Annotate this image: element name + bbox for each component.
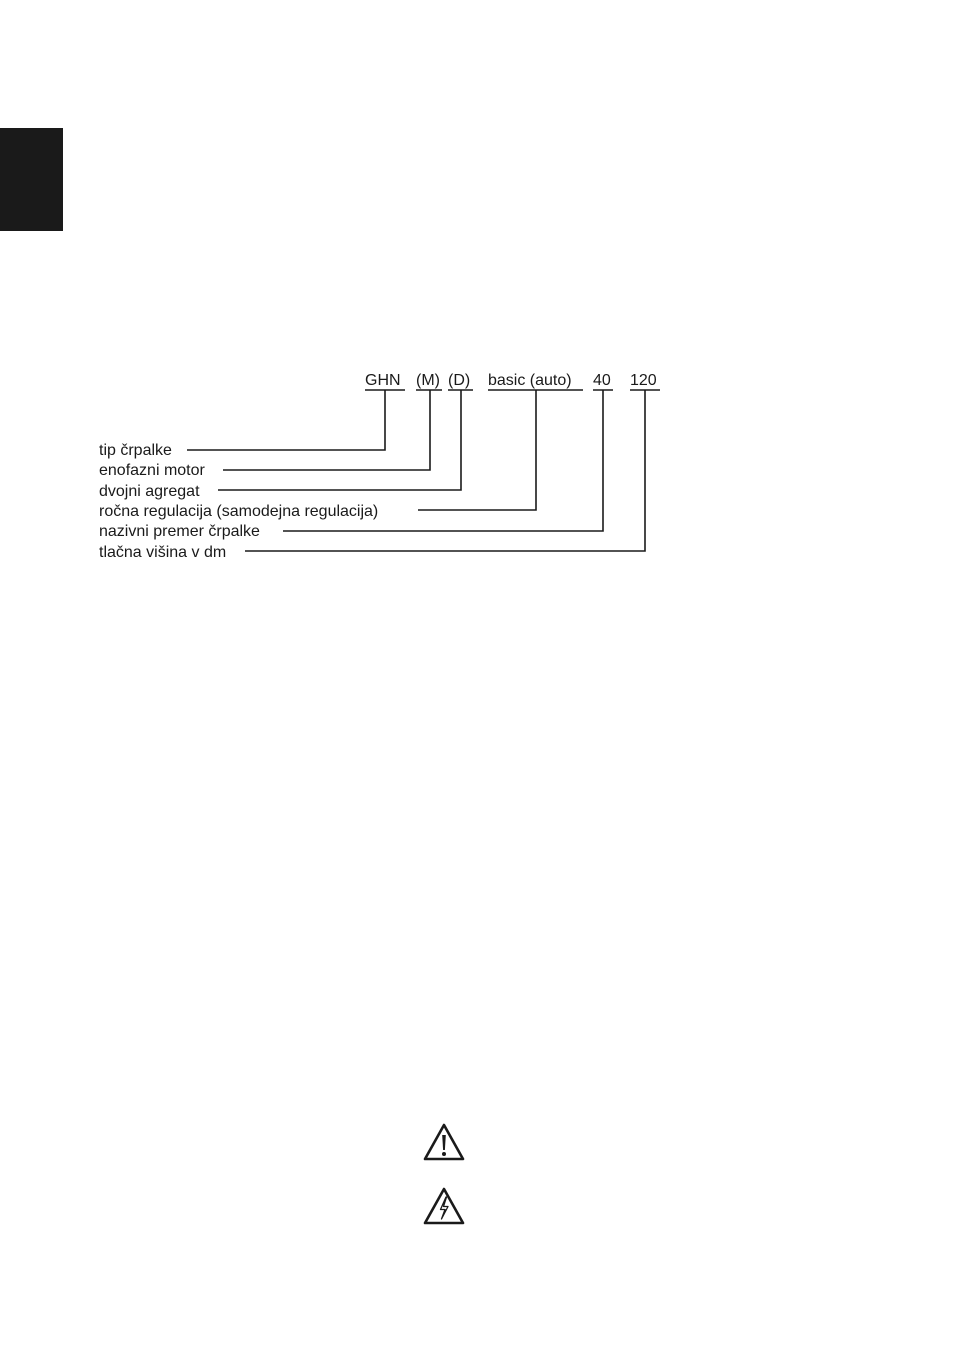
legend-label-pump-type: tip črpalke xyxy=(99,442,172,459)
code-single-phase: (M) xyxy=(416,372,440,389)
general-warning-icon xyxy=(422,1122,466,1162)
code-pump-type: GHN xyxy=(365,372,401,389)
code-nominal-diameter: 40 xyxy=(593,372,611,389)
legend-label-twin-unit: dvojni agregat xyxy=(99,483,200,500)
leader-regulation xyxy=(418,390,536,510)
leader-pump-type xyxy=(187,390,385,450)
leader-single-phase xyxy=(223,390,430,470)
code-twin-unit: (D) xyxy=(448,372,471,389)
legend-label-nominal-diameter: nazivni premer črpalke xyxy=(99,523,260,540)
legend-label-single-phase: enofazni motor xyxy=(99,462,205,479)
leader-twin-unit xyxy=(218,390,461,490)
code-regulation: basic (auto) xyxy=(488,372,572,389)
legend-label-regulation: ročna regulacija (samodejna regulacija) xyxy=(99,503,379,520)
electrical-hazard-icon xyxy=(422,1186,466,1226)
legend-label-head: tlačna višina v dm xyxy=(99,544,227,561)
code-head: 120 xyxy=(630,372,657,389)
